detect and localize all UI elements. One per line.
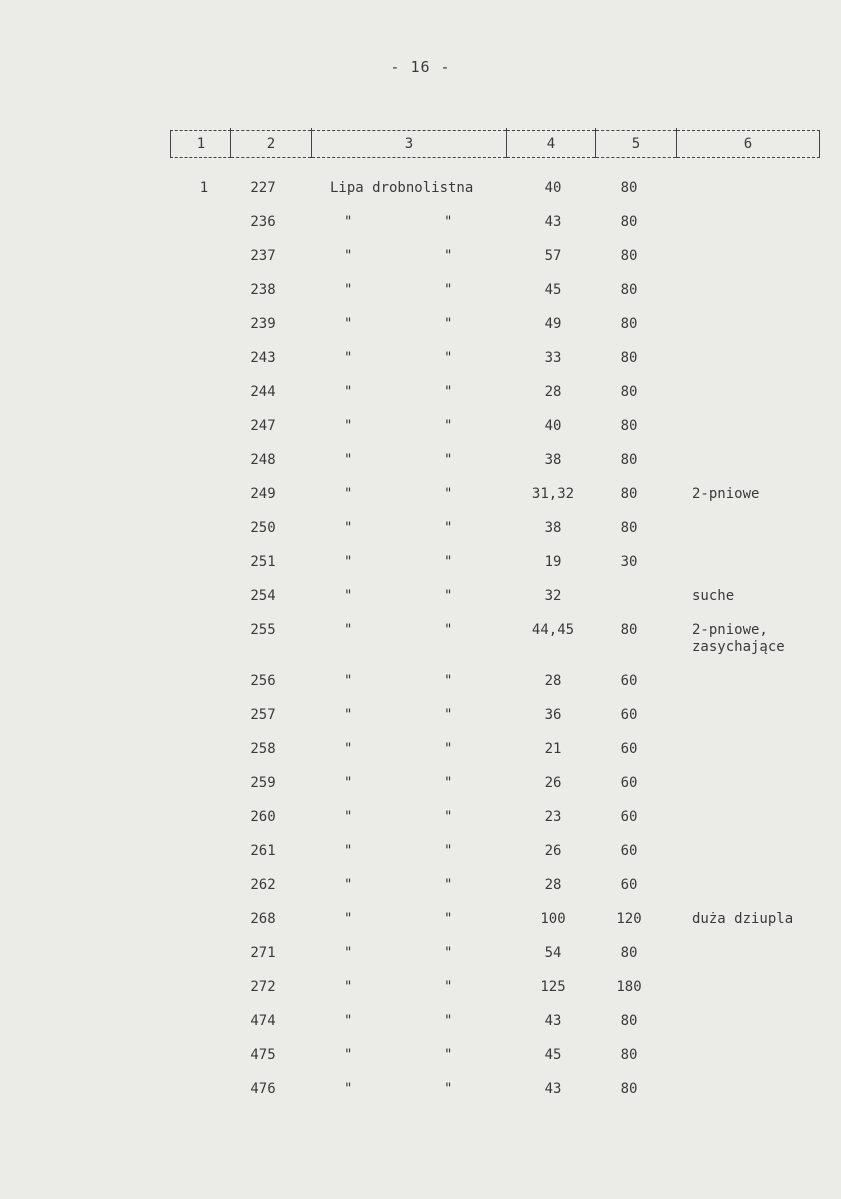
- table-row: [0, 835, 841, 869]
- header-separator: [311, 128, 312, 158]
- ditto-mark: ": [344, 1013, 353, 1029]
- cell-column-4: 26: [544, 775, 562, 791]
- ditto-mark: ": [444, 622, 453, 638]
- ditto-mark: ": [344, 350, 353, 366]
- table-row: [0, 971, 841, 1005]
- cell-tree-number: 237: [250, 248, 276, 264]
- cell-column-5: 80: [620, 486, 638, 502]
- cell-column-5: 80: [620, 1081, 638, 1097]
- header-separator: [595, 128, 596, 158]
- cell-column-5: 60: [620, 775, 638, 791]
- cell-tree-number: 259: [250, 775, 276, 791]
- page-number: - 16 -: [390, 58, 451, 76]
- cell-column-4: 43: [544, 1013, 562, 1029]
- cell-column-5: 180: [616, 979, 642, 995]
- cell-column-4: 57: [544, 248, 562, 264]
- cell-tree-number: 260: [250, 809, 276, 825]
- cell-column-5: 80: [620, 248, 638, 264]
- ditto-mark: ": [444, 741, 453, 757]
- cell-column-5: 80: [620, 1047, 638, 1063]
- ditto-mark: ": [444, 1081, 453, 1097]
- cell-remarks: 2-pniowe: [692, 486, 760, 502]
- cell-tree-number: 271: [250, 945, 276, 961]
- ditto-mark: ": [344, 214, 353, 230]
- cell-column-5: 60: [620, 809, 638, 825]
- cell-tree-number: 254: [250, 588, 276, 604]
- ditto-mark: ": [344, 520, 353, 536]
- cell-tree-number: 256: [250, 673, 276, 689]
- cell-column-4: 40: [544, 180, 562, 196]
- cell-column-4: 32: [544, 588, 562, 604]
- column-header-5: 5: [596, 130, 676, 158]
- table-row: [0, 699, 841, 733]
- cell-tree-number: 476: [250, 1081, 276, 1097]
- ditto-mark: ": [444, 214, 453, 230]
- table-row: [0, 478, 841, 512]
- cell-column-4: 125: [540, 979, 566, 995]
- ditto-mark: ": [444, 979, 453, 995]
- header-separator: [506, 128, 507, 158]
- ditto-mark: ": [344, 707, 353, 723]
- ditto-mark: ": [344, 384, 353, 400]
- species-name: Lipa drobnolistna: [330, 180, 474, 196]
- cell-column-4: 21: [544, 741, 562, 757]
- cell-tree-number: 255: [250, 622, 276, 638]
- table-row: [0, 614, 841, 665]
- ditto-mark: ": [444, 877, 453, 893]
- ditto-mark: ": [444, 809, 453, 825]
- cell-column-5: 80: [620, 1013, 638, 1029]
- table-body: [0, 172, 841, 1107]
- cell-column-5: 60: [620, 843, 638, 859]
- cell-tree-number: 244: [250, 384, 276, 400]
- cell-column-4: 26: [544, 843, 562, 859]
- cell-column-4: 31,32: [531, 486, 575, 502]
- ditto-mark: ": [444, 945, 453, 961]
- ditto-mark: ": [444, 452, 453, 468]
- ditto-mark: ": [344, 622, 353, 638]
- table-row: [0, 801, 841, 835]
- ditto-mark: ": [444, 707, 453, 723]
- cell-column-5: 120: [616, 911, 642, 927]
- ditto-mark: ": [444, 1047, 453, 1063]
- cell-column-5: 80: [620, 945, 638, 961]
- ditto-mark: ": [344, 911, 353, 927]
- ditto-mark: ": [344, 673, 353, 689]
- cell-column-5: 60: [620, 877, 638, 893]
- cell-remarks: suche: [692, 588, 735, 604]
- ditto-mark: ": [344, 1081, 353, 1097]
- table-row: [0, 869, 841, 903]
- cell-column-4: 49: [544, 316, 562, 332]
- column-header-1: 1: [170, 130, 231, 158]
- cell-tree-number: 262: [250, 877, 276, 893]
- column-header-2: 2: [231, 130, 311, 158]
- table-row: [0, 665, 841, 699]
- cell-column-1: 1: [199, 180, 209, 196]
- ditto-mark: ": [344, 554, 353, 570]
- table-row: [0, 410, 841, 444]
- ditto-mark: ": [444, 673, 453, 689]
- cell-column-4: 28: [544, 673, 562, 689]
- header-separator: [230, 128, 231, 158]
- ditto-mark: ": [444, 486, 453, 502]
- cell-column-4: 40: [544, 418, 562, 434]
- cell-column-4: 43: [544, 214, 562, 230]
- cell-column-5: 80: [620, 350, 638, 366]
- cell-tree-number: 272: [250, 979, 276, 995]
- cell-column-4: 38: [544, 520, 562, 536]
- ditto-mark: ": [444, 554, 453, 570]
- cell-column-5: 80: [620, 384, 638, 400]
- ditto-mark: ": [344, 588, 353, 604]
- cell-tree-number: 474: [250, 1013, 276, 1029]
- table-row: [0, 342, 841, 376]
- cell-column-4: 23: [544, 809, 562, 825]
- cell-column-5: 80: [620, 452, 638, 468]
- cell-column-4: 33: [544, 350, 562, 366]
- cell-column-4: 54: [544, 945, 562, 961]
- table-row: [0, 1073, 841, 1107]
- cell-column-5: 60: [620, 673, 638, 689]
- ditto-mark: ": [444, 282, 453, 298]
- cell-tree-number: 236: [250, 214, 276, 230]
- cell-column-4: 36: [544, 707, 562, 723]
- ditto-mark: ": [344, 486, 353, 502]
- cell-tree-number: 247: [250, 418, 276, 434]
- cell-tree-number: 250: [250, 520, 276, 536]
- table-row: [0, 903, 841, 937]
- table-row: [0, 274, 841, 308]
- ditto-mark: ": [444, 316, 453, 332]
- ditto-mark: ": [344, 809, 353, 825]
- ditto-mark: ": [344, 248, 353, 264]
- cell-tree-number: 268: [250, 911, 276, 927]
- ditto-mark: ": [344, 945, 353, 961]
- cell-column-4: 44,45: [531, 622, 575, 638]
- header-separator: [676, 128, 677, 158]
- table-header: [170, 130, 822, 158]
- ditto-mark: ": [344, 877, 353, 893]
- ditto-mark: ": [344, 316, 353, 332]
- table-row: [0, 767, 841, 801]
- table-row: [0, 172, 841, 206]
- ditto-mark: ": [344, 843, 353, 859]
- cell-column-5: 30: [620, 554, 638, 570]
- cell-column-5: 80: [620, 520, 638, 536]
- cell-column-5: 80: [620, 180, 638, 196]
- column-header-4: 4: [507, 130, 595, 158]
- cell-column-5: 80: [620, 622, 638, 638]
- cell-column-5: 80: [620, 282, 638, 298]
- cell-column-5: 60: [620, 707, 638, 723]
- cell-column-5: 60: [620, 741, 638, 757]
- ditto-mark: ": [444, 384, 453, 400]
- cell-tree-number: 249: [250, 486, 276, 502]
- table-row: [0, 444, 841, 478]
- cell-column-5: 80: [620, 316, 638, 332]
- ditto-mark: ": [444, 248, 453, 264]
- ditto-mark: ": [444, 775, 453, 791]
- cell-column-4: 100: [540, 911, 566, 927]
- cell-column-4: 28: [544, 384, 562, 400]
- cell-tree-number: 227: [250, 180, 276, 196]
- table-row: [0, 733, 841, 767]
- ditto-mark: ": [444, 520, 453, 536]
- cell-tree-number: 261: [250, 843, 276, 859]
- ditto-mark: ": [444, 843, 453, 859]
- ditto-mark: ": [344, 282, 353, 298]
- cell-tree-number: 257: [250, 707, 276, 723]
- cell-tree-number: 238: [250, 282, 276, 298]
- ditto-mark: ": [344, 979, 353, 995]
- cell-column-4: 45: [544, 282, 562, 298]
- cell-column-4: 45: [544, 1047, 562, 1063]
- cell-tree-number: 248: [250, 452, 276, 468]
- table-row: [0, 1039, 841, 1073]
- cell-tree-number: 251: [250, 554, 276, 570]
- ditto-mark: ": [444, 1013, 453, 1029]
- ditto-mark: ": [344, 418, 353, 434]
- cell-column-4: 43: [544, 1081, 562, 1097]
- column-header-3: 3: [312, 130, 506, 158]
- cell-tree-number: 258: [250, 741, 276, 757]
- column-header-6: 6: [677, 130, 820, 158]
- ditto-mark: ": [344, 452, 353, 468]
- table-row: [0, 308, 841, 342]
- cell-column-4: 38: [544, 452, 562, 468]
- cell-column-4: 19: [544, 554, 562, 570]
- table-row: [0, 937, 841, 971]
- cell-column-4: 28: [544, 877, 562, 893]
- table-row: [0, 240, 841, 274]
- ditto-mark: ": [344, 1047, 353, 1063]
- ditto-mark: ": [344, 775, 353, 791]
- table-row: [0, 580, 841, 614]
- cell-tree-number: 475: [250, 1047, 276, 1063]
- ditto-mark: ": [444, 350, 453, 366]
- table-row: [0, 1005, 841, 1039]
- ditto-mark: ": [444, 418, 453, 434]
- cell-remarks: 2-pniowe, zasychające: [692, 622, 785, 655]
- cell-tree-number: 239: [250, 316, 276, 332]
- table-row: [0, 376, 841, 410]
- ditto-mark: ": [444, 588, 453, 604]
- ditto-mark: ": [344, 741, 353, 757]
- table-row: [0, 206, 841, 240]
- table-row: [0, 512, 841, 546]
- cell-column-5: 80: [620, 418, 638, 434]
- cell-remarks: duża dziupla: [692, 911, 794, 927]
- table-row: [0, 546, 841, 580]
- cell-column-5: 80: [620, 214, 638, 230]
- cell-tree-number: 243: [250, 350, 276, 366]
- ditto-mark: ": [444, 911, 453, 927]
